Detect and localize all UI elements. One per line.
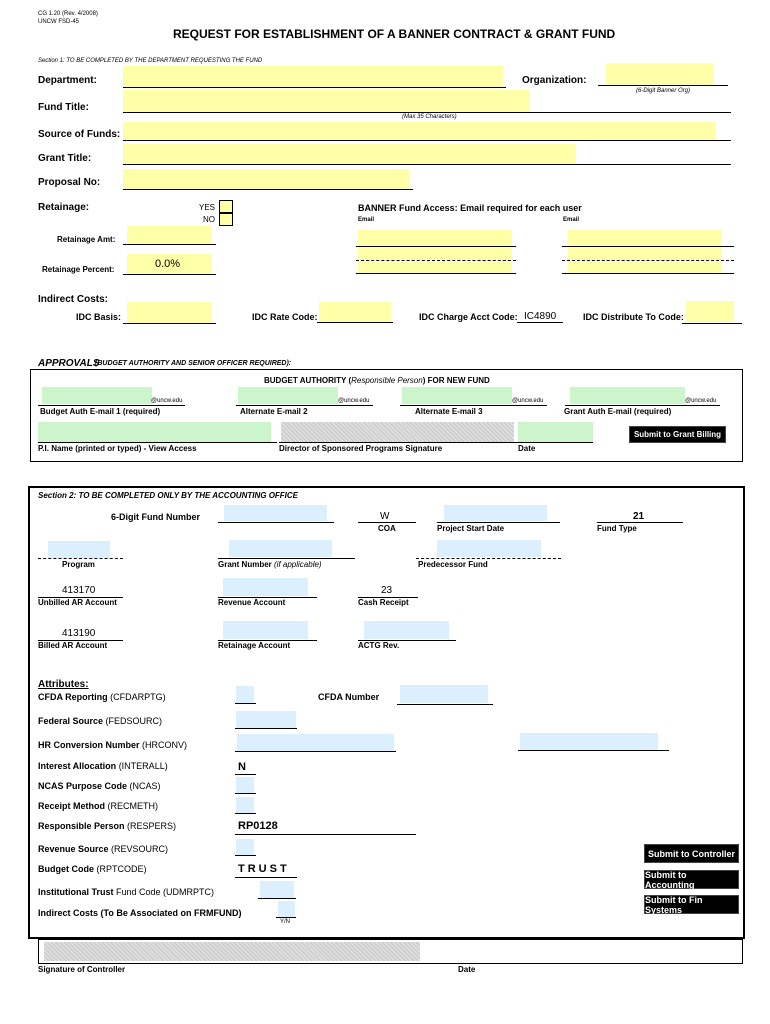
billed-value: 413190	[62, 628, 96, 639]
organization-label: Organization:	[522, 75, 587, 86]
fund-number-label: 6-Digit Fund Number	[111, 512, 200, 522]
retainage-label: Retainage:	[38, 202, 90, 213]
department-label: Department:	[38, 75, 97, 86]
submit-fin-systems-button[interactable]: Submit to Fin Systems	[644, 895, 739, 914]
domain-2: @uncw.edu	[338, 398, 370, 404]
hr-conversion-label: HR Conversion Number (HRCONV)	[38, 740, 188, 750]
source-of-funds-label: Source of Funds:	[38, 129, 121, 140]
grant-auth-email-field[interactable]	[570, 387, 685, 404]
pi-name-field[interactable]	[38, 422, 271, 442]
attributes-heading: Attributes:	[38, 679, 89, 690]
organization-field[interactable]	[606, 63, 714, 85]
access-email-6[interactable]	[568, 261, 722, 273]
indirect-costs-label: Indirect Costs:	[38, 294, 109, 305]
retainage-amt-label: Retainage Amt:	[57, 235, 116, 244]
grant-title-label: Grant Title:	[38, 153, 92, 164]
receipt-method-field[interactable]	[236, 797, 254, 813]
yn-label: Y/N	[280, 919, 291, 925]
email-label-1: Email	[358, 217, 375, 223]
ncas-label: NCAS Purpose Code (NCAS)	[38, 781, 161, 791]
grant-number-field[interactable]	[229, 540, 332, 557]
access-email-3[interactable]	[358, 261, 512, 273]
cfda-reporting-label: CFDA Reporting (CFDARPTG)	[38, 692, 166, 702]
retainage-amt-field[interactable]	[127, 226, 212, 244]
grant-number-label: Grant Number (if applicable)	[218, 560, 322, 569]
retainage-yes-checkbox[interactable]	[219, 200, 233, 213]
controller-signature-field	[44, 942, 420, 961]
project-start-label: Project Start Date	[437, 524, 505, 533]
retainage-percent-value: 0.0%	[155, 258, 181, 270]
banner-access-label: BANNER Fund Access: Email required for each user	[358, 203, 582, 213]
access-email-1[interactable]	[358, 230, 512, 246]
idc-distribute-field[interactable]	[686, 301, 734, 322]
budget-authority-heading: BUDGET AUTHORITY (Responsible Person) FOR NEW FUND	[264, 376, 490, 385]
idc-charge-acct-value: IC4890	[524, 311, 557, 322]
institutional-trust-field[interactable]	[260, 881, 294, 898]
budget-auth-email1-label: Budget Auth E-mail 1 (required)	[40, 407, 161, 416]
access-email-5[interactable]	[568, 247, 722, 260]
proposal-no-label: Proposal No:	[38, 177, 101, 188]
cash-receipt-value: 23	[381, 585, 393, 596]
retainage-account-label: Retainage Account	[218, 641, 291, 650]
billed-label: Billed AR Account	[38, 641, 108, 650]
idc-distribute-label: IDC Distribute To Code:	[583, 312, 684, 322]
org-hint: (6-Digit Banner Org)	[636, 88, 691, 94]
submit-controller-button[interactable]: Submit to Controller	[644, 844, 739, 863]
director-signature-label: Director of Sponsored Programs Signature	[279, 444, 443, 453]
idc-rate-code-label: IDC Rate Code:	[252, 312, 318, 322]
department-field[interactable]	[123, 66, 503, 87]
hr-conversion-field-2[interactable]	[520, 733, 658, 750]
predecessor-label: Predecessor Fund	[418, 560, 488, 569]
alt-email2-field[interactable]	[238, 387, 338, 404]
responsible-person-value: RP0128	[238, 820, 278, 832]
source-of-funds-field[interactable]	[123, 122, 716, 140]
retainage-no-label: NO	[203, 215, 215, 224]
hr-conversion-field[interactable]	[237, 734, 394, 751]
idc-rate-code-field[interactable]	[319, 302, 391, 322]
domain-3: @uncw.edu	[512, 398, 544, 404]
director-signature-field	[281, 422, 514, 442]
pi-name-label: P.I. Name (printed or typed) - View Access	[38, 444, 197, 453]
interest-allocation-value: N	[238, 761, 246, 773]
idc-basis-label: IDC Basis:	[76, 312, 122, 322]
section2-title: Section 2: TO BE COMPLETED ONLY BY THE ACCOUNTING OFFICE	[38, 491, 299, 500]
institutional-trust-label: Institutional Trust Fund Code (UDMRPTC)	[38, 887, 215, 897]
indirect-assoc-label: Indirect Costs (To Be Associated on FRMFUND)	[38, 908, 242, 918]
idc-charge-acct-label: IDC Charge Acct Code:	[419, 312, 518, 322]
actg-rev-field[interactable]	[364, 621, 449, 639]
responsible-person-label: Responsible Person (RESPERS)	[38, 821, 177, 831]
project-start-field[interactable]	[444, 505, 547, 521]
actg-rev-label: ACTG Rev.	[358, 641, 400, 650]
submit-accounting-button[interactable]: Submit to Accounting	[644, 870, 739, 889]
cfda-number-label: CFDA Number	[318, 692, 380, 702]
indirect-assoc-field[interactable]	[278, 901, 295, 917]
approvals-subtitle: (BUDGET AUTHORITY AND SENIOR OFFICER REQUIRED):	[95, 360, 292, 367]
submit-grant-billing-button[interactable]: Submit to Grant Billing	[629, 426, 726, 443]
coa-value: W	[380, 511, 390, 522]
retainage-account-field[interactable]	[223, 621, 308, 639]
alt-email3-label: Alternate E-mail 3	[415, 407, 483, 416]
cash-receipt-label: Cash Receipt	[358, 598, 409, 607]
program-field[interactable]	[48, 541, 110, 558]
interest-allocation-label: Interest Allocation (INTERALL)	[38, 761, 168, 771]
cfda-number-field[interactable]	[400, 685, 488, 703]
form-code: CG 1.20 (Rev. 4/2008)	[38, 11, 98, 17]
alt-email2-label: Alternate E-mail 2	[240, 407, 308, 416]
grant-title-field[interactable]	[123, 144, 576, 164]
retainage-no-checkbox[interactable]	[219, 213, 233, 226]
email-label-2: Email	[563, 217, 580, 223]
idc-basis-field[interactable]	[127, 302, 212, 323]
receipt-method-label: Receipt Method (RECMETH)	[38, 801, 159, 811]
program-label: Program	[62, 560, 95, 569]
approval-date-label: Date	[518, 444, 536, 453]
coa-label: COA	[378, 524, 396, 533]
access-email-2[interactable]	[358, 247, 512, 260]
approval-date-field[interactable]	[518, 422, 593, 442]
fund-number-field[interactable]	[224, 505, 327, 521]
ncas-field[interactable]	[236, 777, 254, 793]
controller-signature-label: Signature of Controller	[38, 965, 126, 974]
fund-title-label: Fund Title:	[38, 102, 89, 113]
predecessor-field[interactable]	[437, 540, 541, 557]
revenue-source-field[interactable]	[236, 839, 254, 855]
federal-source-field[interactable]	[236, 711, 296, 728]
alt-email3-field[interactable]	[402, 387, 512, 404]
grant-auth-email-label: Grant Auth E-mail (required)	[564, 407, 672, 416]
fund-type-label: Fund Type	[597, 524, 637, 533]
controller-date-label: Date	[458, 965, 476, 974]
unbilled-value: 413170	[62, 585, 96, 596]
page-title: REQUEST FOR ESTABLISHMENT OF A BANNER CONTRACT & GRANT FUND	[173, 27, 616, 41]
revenue-account-field[interactable]	[223, 578, 308, 596]
proposal-no-field[interactable]	[123, 169, 409, 189]
revenue-account-label: Revenue Account	[218, 598, 286, 607]
retainage-percent-label: Retainage Percent:	[42, 265, 115, 274]
retainage-yes-label: YES	[199, 203, 216, 212]
domain-1: @uncw.edu	[151, 398, 183, 404]
fund-title-hint: (Max 35 Characters)	[402, 114, 457, 120]
revenue-source-label: Revenue Source (REVSOURC)	[38, 844, 169, 854]
access-email-4[interactable]	[568, 230, 722, 246]
unbilled-label: Unbilled AR Account	[38, 598, 117, 607]
budget-code-label: Budget Code (RPTCODE)	[38, 864, 147, 874]
section1-note: Section 1: TO BE COMPLETED BY THE DEPARTMENT REQUESTING THE FUND	[38, 58, 263, 64]
approvals-title: APPROVALS	[38, 358, 100, 369]
fund-title-field[interactable]	[123, 90, 530, 112]
fund-type-value: 21	[633, 511, 645, 522]
domain-4: @uncw.edu	[685, 398, 717, 404]
budget-auth-email1-field[interactable]	[42, 387, 152, 404]
cfda-reporting-field[interactable]	[236, 686, 254, 703]
budget-code-value: TRUST	[238, 863, 290, 875]
form-ref: UNCW FSD-45	[38, 19, 80, 25]
federal-source-label: Federal Source (FEDSOURC)	[38, 716, 163, 726]
